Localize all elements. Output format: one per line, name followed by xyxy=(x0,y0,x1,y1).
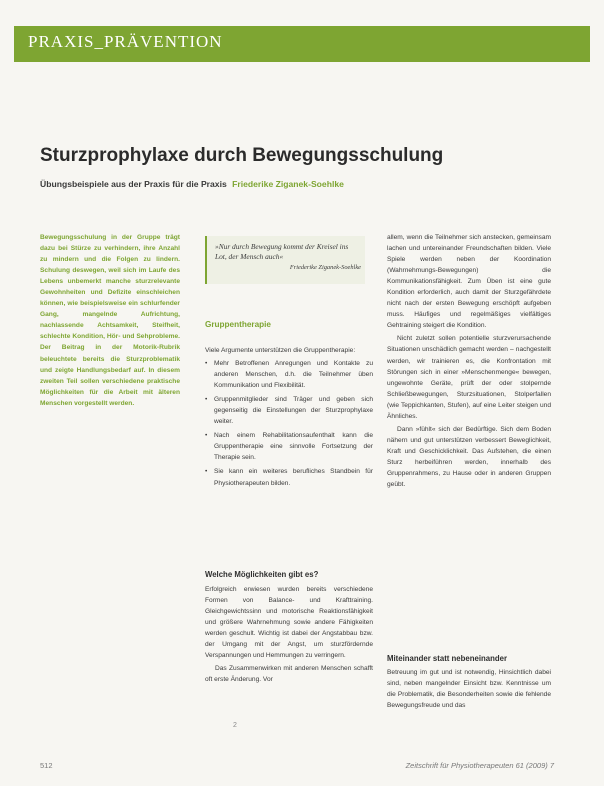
body-paragraph: Dann »fühlt« sich der Bedürftige. Sich dem Boden nähern und gut unterstützen verbessert Beweglichkeit, Kraft und Geschicklichkeit. Das Aufstehen, die einen Sturz herbeiführen werden, innerhalb des Gruppenrahmens, zu Hause oder in anderen Gruppen geübt. xyxy=(387,425,551,489)
right-column xyxy=(387,232,551,492)
quote-text: »Nur durch Bewegung kommt der Kreisel ins Lot, der Mensch auch« xyxy=(215,242,349,261)
gruppentherapie-lead: Viele Argumente unterstützen die Gruppentherapie: xyxy=(205,347,356,354)
article-subtitle xyxy=(40,179,344,189)
miteinander-body xyxy=(387,667,551,713)
list-item: • Gruppenmitglieder sind Träger und geben sich gegenseitig die Einstellungen der Sturzprophylaxe weiter. xyxy=(205,394,373,427)
subtitle-text: Übungsbeispiele aus der Praxis für die Praxis xyxy=(40,179,227,189)
author-name: Friederike Ziganek-Soehlke xyxy=(232,179,344,189)
argument-list xyxy=(205,358,373,489)
list-item: • Sie kann ein weiteres berufliches Standbein für Physiotherapeuten bilden. xyxy=(205,466,373,488)
section-heading-moeglichkeiten: Welche Möglichkeiten gibt es? xyxy=(205,570,319,579)
section-label: PRAXIS_PRÄVENTION xyxy=(28,32,223,51)
section-header-band xyxy=(14,26,590,62)
intro-paragraph: Bewegungsschulung in der Gruppe trägt dazu bei Stürze zu verhindern, ihre Anzahl zu mindern und die Folgen zu lindern. Schulung deswegen, weil sich im Laufe des Lebens unbemerkt manche sturzrelevante Gewohnheiten und Defizite einschleichen können, wie beispielsweise ein schlurfender Gang, mangelnde Aufrichtung, nachlassende Achtsamkeit, Steifheit, schlechte Kondition, Hör- und Sehprobleme. Der Beitrag in der Motorik-Rubrik beleuchtete bereits die Sturzproblematik und zeigte Handlungsbedarf auf. In diesem zweiten Teil sollen verschiedene praktische Möglichkeiten für die Arbeit mit älteren Menschen vorgestellt werden. xyxy=(40,234,180,407)
section-heading-gruppentherapie: Gruppentherapie xyxy=(205,320,271,329)
list-item: • Nach einem Rehabilitationsaufenthalt kann die Gruppentherapie eine sinnvolle Fortsetzung der Therapie sein. xyxy=(205,430,373,463)
journal-reference: Zeitschrift für Physiotherapeuten 61 (2009) 7 xyxy=(405,761,554,770)
page-number: 512 xyxy=(40,761,53,770)
body-paragraph: Erfolgreich erwiesen wurden bereits verschiedene Formen von Balance- und Krafttraining. Gleichgewichtssinn und motorische Reaktionsfähigkeit und größere Wahrnehmung sowie andere Fähigkeiten werden geschult. Wichtig ist dabei der Angstabbau bzw. der Umgang mit der Angst, um sturzfördernde Verspannungen und Hemmungen zu verringern. xyxy=(205,586,373,660)
body-paragraph: Betreuung im gut und ist notwendig, Hinsichtlich dabei sind, neben mangelnder Einsicht bzw. Kenntnisse um die Problematik, die Besonderheiten sowie die fehlende Bewegungsfreude und das xyxy=(387,669,551,710)
footnote-mark: 2 xyxy=(233,722,237,729)
moeglichkeiten-body xyxy=(205,584,373,687)
quote-author: Friederike Ziganek-Soehlke xyxy=(289,264,361,271)
article-title: Sturzprophylaxe durch Bewegungsschulung xyxy=(40,145,444,166)
body-paragraph: allem, wenn die Teilnehmer sich anstecken, gemeinsam lachen und untereinander Freundschaften bilden. Viele Spiele werden neben der Koordination (Wahrnehmungs-Bewegungen) die Kommunikationsfähigkeit. Zum Üben ist eine gute Kondition erforderlich, auch damit der Sturzgefährdete nicht nach der ersten Bewegung erschöpft aufgeben muss. Häufiges und regelmäßiges vielfältiges Gehtraining steigert die Kondition. xyxy=(387,234,551,330)
intro-column xyxy=(40,232,180,411)
quote-box xyxy=(205,236,365,284)
body-paragraph: Das Zusammenwirken mit anderen Menschen schafft oft erste Änderung. Vor xyxy=(205,665,373,684)
section-heading-miteinander: Miteinander statt nebeneinander xyxy=(387,654,508,663)
body-paragraph: Nicht zuletzt sollen potentielle sturzverursachende Situationen unschädlich gemacht werden – nachgestellt werden, wir trainieren es, die Konfrontation mit Störungen sich in einer »Menschenmenge« bewegen, ungewohnte Geräte, prüft der oder stolpernde Schließbewegungen, Sturzsituationen, Stolperfallen (wie Teppichkanten, Stufen), auf eine Leiter steigen und Ähnliches. xyxy=(387,335,551,420)
gruppentherapie-body xyxy=(205,345,373,492)
list-item: • Mehr Betroffenen Anregungen und Kontakte zu anderen Menschen, d.h. die Teilnehmer üben Kommunikation und Flexibilität. xyxy=(205,358,373,391)
